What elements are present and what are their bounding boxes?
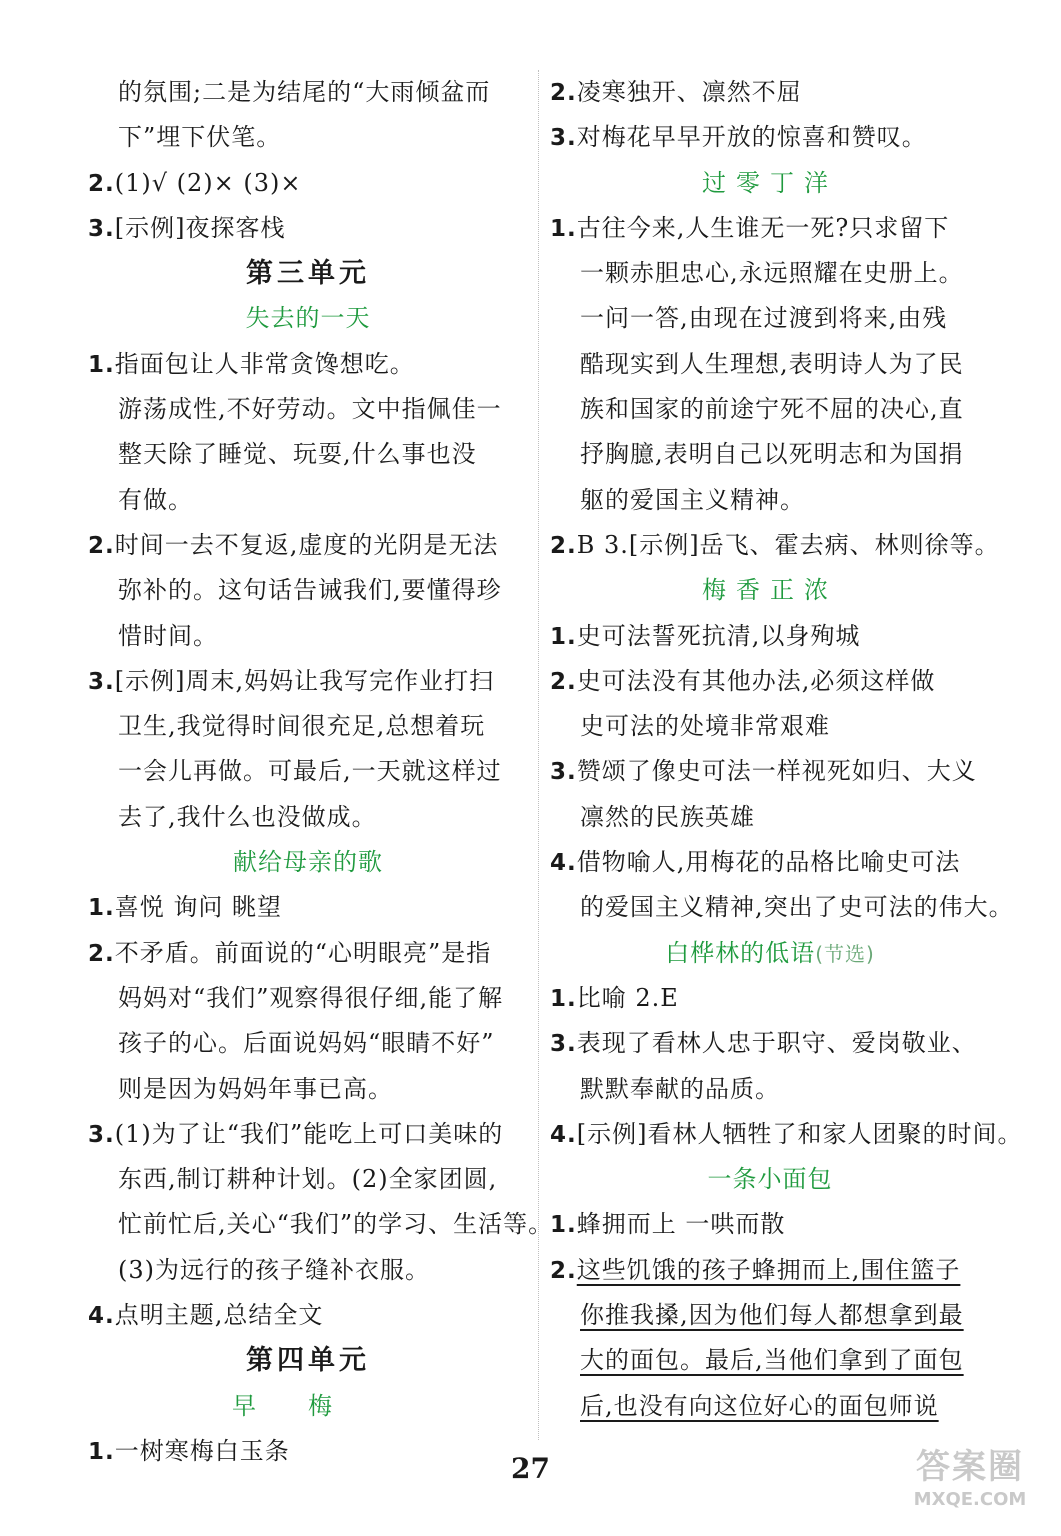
answer-line (88, 342, 528, 387)
answer-line (88, 1112, 528, 1157)
answer-line (550, 115, 990, 160)
section-title (550, 161, 990, 206)
answer-line (550, 70, 990, 115)
answer-line (88, 523, 528, 568)
answer-text: [示例]看林人牺牲了和家人团聚的时间。 (576, 1119, 1023, 1148)
answer-text: 一问一答,由现在过渡到将来,由残 (580, 304, 948, 333)
answer-text: 游荡成性,不好劳动。文中指佩佳一 (118, 395, 502, 424)
answer-text: 默默奉献的品质。 (580, 1074, 780, 1103)
question-number: 2. (550, 1257, 577, 1284)
answer-line (88, 659, 528, 704)
section-title (88, 1384, 528, 1429)
answer-line (550, 795, 990, 840)
answer-text: (3)为远行的孩子缝补衣服。 (118, 1255, 430, 1284)
answer-text: 史可法的处境非常艰难 (580, 712, 830, 741)
answer-text: 的氛围;二是为结尾的“大雨倾盆而 (118, 78, 491, 106)
answer-text: 史可法没有其他办法,必须这样做 (576, 666, 936, 695)
answer-text: 一树寒梅白玉条 (114, 1436, 290, 1465)
question-number: 1. (550, 1212, 577, 1239)
section-title-text: 献给母亲的歌 (233, 848, 383, 877)
answer-line (88, 387, 528, 432)
answer-line (88, 161, 528, 206)
answer-line (550, 749, 990, 794)
answer-line (88, 1202, 554, 1247)
section-title-text: 一条小面包 (707, 1165, 833, 1194)
question-number: 1. (88, 1438, 115, 1465)
answer-text: 指面包让人非常贪馋想吃。 (114, 349, 415, 378)
page-number: 27 (511, 1452, 550, 1485)
answer-text: (1)为了让“我们”能吃上可口美味的 (114, 1119, 504, 1148)
answer-text: [示例]周末,妈妈让我写完作业打扫 (114, 666, 495, 695)
answer-line (88, 931, 528, 976)
answer-line (550, 704, 990, 749)
unit-heading (88, 1338, 528, 1383)
answer-line (88, 614, 528, 659)
watermark-logo (895, 1445, 1045, 1525)
answer-text: 不矛盾。前面说的“心明眼亮”是指 (114, 938, 492, 967)
answer-line (550, 251, 990, 296)
answer-text: 大的面包。最后,当他们拿到了面包 (580, 1346, 964, 1375)
answer-text: 则是因为妈妈年事已高。 (118, 1074, 393, 1103)
answer-text: 整天除了睡觉、玩耍,什么事也没 (118, 440, 477, 469)
answer-text: 借物喻人,用梅花的品格比喻史可法 (576, 848, 961, 877)
right-column (550, 70, 1023, 1429)
answer-text: (1)√ (2)× (3)× (114, 168, 302, 197)
answer-text: 卫生,我觉得时间很充足,总想着玩 (118, 712, 486, 741)
answer-text: 躯的爱国主义精神。 (580, 485, 805, 514)
question-number: 4. (88, 1303, 115, 1330)
answer-line (88, 1157, 528, 1202)
answer-text: 的爱国主义精神,突出了史可法的伟大。 (580, 893, 1014, 922)
answer-line (550, 1248, 990, 1293)
unit-heading-text: 第三单元 (246, 258, 370, 290)
question-number: 3. (88, 668, 115, 695)
answer-line (88, 115, 528, 160)
answer-line (88, 206, 528, 251)
section-title-text: 早梅 (232, 1391, 384, 1420)
question-number: 1. (550, 215, 577, 242)
section-title-text: 失去的一天 (245, 304, 371, 333)
question-number: 2. (550, 668, 577, 695)
answer-text: 比喻 2.E (576, 983, 679, 1012)
answer-text: 赞颂了像史可法一样视死如归、大义 (576, 757, 977, 786)
answer-line (88, 704, 528, 749)
answer-line (88, 1293, 528, 1338)
answer-text: 有做。 (118, 485, 193, 514)
answer-line (88, 976, 528, 1021)
answer-text: 凛然的民族英雄 (580, 802, 755, 831)
question-number: 4. (550, 1121, 577, 1148)
answer-line (88, 795, 528, 840)
answer-text: 点明主题,总结全文 (114, 1301, 324, 1330)
answer-line (550, 1293, 990, 1338)
answer-text: 对梅花早早开放的惊喜和赞叹。 (576, 123, 927, 152)
answer-text: B 3.[示例]岳飞、霍去病、林则徐等。 (576, 530, 1000, 559)
answer-line (88, 1248, 528, 1293)
answer-line (550, 614, 990, 659)
section-title (88, 840, 528, 885)
answer-line (550, 523, 1000, 568)
watermark-url: MXQE.COM (913, 1489, 1027, 1510)
answer-line (550, 976, 990, 1021)
answer-text: 孩子的心。后面说妈妈“眼睛不好” (118, 1029, 495, 1058)
answer-line (550, 432, 990, 477)
answer-text: 时间一去不复返,虚度的光阴是无法 (114, 530, 499, 559)
answer-text: 后,也没有向这位好心的面包师说 (580, 1391, 939, 1420)
answer-line (550, 1384, 990, 1429)
answer-line (550, 1021, 990, 1066)
answer-line (88, 432, 528, 477)
unit-heading-text: 第四单元 (246, 1345, 370, 1377)
column-divider (538, 70, 539, 1440)
section-title-text: 过零丁洋 (702, 168, 838, 197)
answer-line (88, 70, 528, 115)
question-number: 3. (88, 1121, 115, 1148)
answer-text: 族和国家的前途宁死不屈的决心,直 (580, 395, 964, 424)
answer-text: 抒胸臆,表明自己以死明志和为国捐 (580, 440, 964, 469)
question-number: 1. (88, 895, 115, 922)
unit-heading (88, 251, 528, 296)
answer-text: 惜时间。 (118, 621, 218, 650)
question-number: 2. (88, 532, 115, 559)
section-title-text: 梅香正浓 (702, 576, 838, 605)
answer-text: [示例]夜探客栈 (114, 213, 286, 242)
answer-text: 一颗赤胆忠心,永远照耀在史册上。 (580, 259, 964, 288)
answer-line (550, 885, 1014, 930)
answer-text: 东西,制订耕种计划。(2)全家团圆, (118, 1165, 498, 1194)
answer-line (88, 1021, 528, 1066)
answer-text: 弥补的。这句话告诫我们,要懂得珍 (118, 576, 502, 605)
answer-text: 下”埋下伏笔。 (118, 123, 282, 152)
answer-line (550, 387, 990, 432)
answer-line (550, 342, 990, 387)
question-number: 2. (550, 532, 577, 559)
question-number: 1. (88, 351, 115, 378)
question-number: 3. (550, 125, 577, 152)
answer-text: 妈妈对“我们”观察得很仔细,能了解 (118, 983, 504, 1012)
answer-line (88, 1067, 528, 1112)
answer-text: 史可法誓死抗清,以身殉城 (576, 621, 861, 650)
answer-line (550, 1067, 990, 1112)
question-number: 3. (550, 1031, 577, 1058)
question-number: 3. (88, 215, 115, 242)
answer-line (550, 1202, 990, 1247)
question-number: 2. (550, 80, 577, 106)
answer-line (88, 478, 528, 523)
question-number: 1. (550, 623, 577, 650)
answer-text: 去了,我什么也没做成。 (118, 802, 377, 831)
answer-text: 表现了看林人忠于职守、爱岗敬业、 (576, 1029, 977, 1058)
question-number: 2. (88, 170, 115, 197)
answer-line (88, 885, 528, 930)
answer-line (550, 1338, 990, 1383)
answer-text: 酷现实到人生理想,表明诗人为了民 (580, 349, 964, 378)
answer-line (550, 296, 990, 341)
answer-line (88, 568, 528, 613)
answer-line (550, 840, 990, 885)
question-number: 4. (550, 850, 577, 877)
answer-text: 忙前忙后,关心“我们”的学习、生活等。 (118, 1210, 554, 1239)
answer-text: 古往今来,人生谁无一死?只求留下 (576, 213, 950, 242)
section-title (88, 296, 528, 341)
section-title-text: 白桦林的低语 (665, 938, 816, 967)
question-number: 3. (550, 759, 577, 786)
answer-text: 你推我搡,因为他们每人都想拿到最 (580, 1301, 964, 1330)
answer-text: 一会儿再做。可最后,一天就这样过 (118, 757, 502, 786)
question-number: 2. (88, 940, 115, 967)
section-title (550, 931, 990, 976)
question-number: 1. (550, 985, 577, 1012)
answer-line (550, 659, 990, 704)
answer-line (550, 1112, 1023, 1157)
answer-line (88, 749, 528, 794)
answer-text: 凌寒独开、凛然不屈 (576, 78, 802, 106)
section-title (550, 1157, 990, 1202)
answer-line (550, 478, 990, 523)
answer-text: 这些饥饿的孩子蜂拥而上,围住篮子 (576, 1255, 961, 1284)
section-subtitle: (节选) (815, 941, 875, 966)
answer-text: 喜悦 询问 眺望 (114, 893, 283, 922)
section-title (550, 568, 990, 613)
answer-text: 蜂拥而上 一哄而散 (576, 1210, 786, 1239)
watermark-logo-text: 答案圈 (916, 1447, 1024, 1487)
answer-line (550, 206, 990, 251)
